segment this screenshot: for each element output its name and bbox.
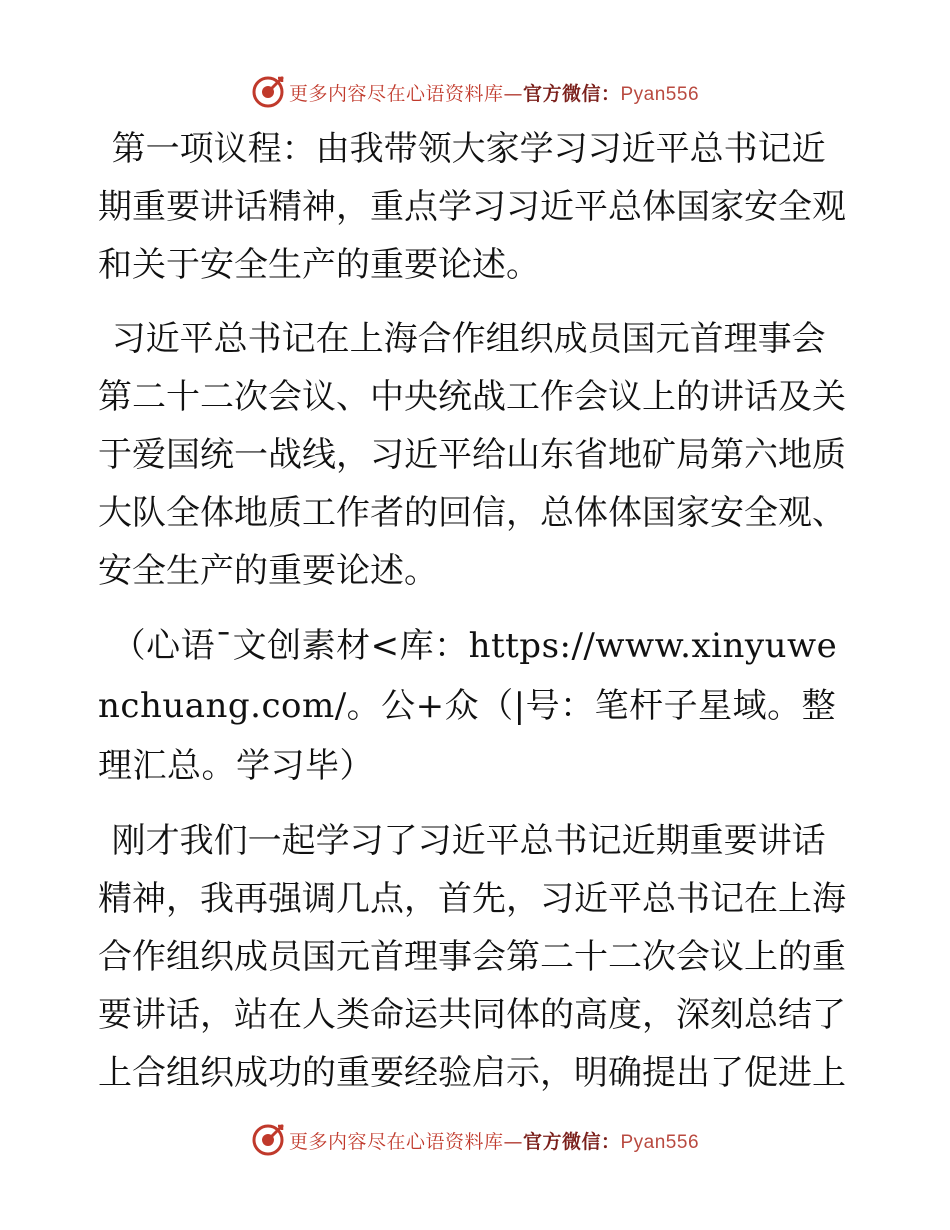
banner-account-id: Pyan556 — [620, 1131, 700, 1153]
banner-main-text: 更多内容尽在心语资料库 — [288, 82, 504, 105]
banner-text — [289, 79, 699, 106]
paragraph-agenda: 第一项议程：由我带领大家学习习近平总书记近期重要讲话精神，重点学习习近平总体国家安全观和关于安全生产的重要论述。 — [98, 129, 846, 285]
brand-logo-icon — [251, 75, 285, 109]
banner-account-id: Pyan556 — [620, 83, 700, 105]
paragraph-speech-list: 习近平总书记在上海合作组织成员国元首理事会第二十二次会议、中央统战工作会议上的讲话及关于爱国统一战线，习近平给山东省地矿局第六地质大队全体地质工作者的回信，总体体国家安全观、安全生产的重要论述。 — [98, 319, 846, 591]
document-body — [98, 120, 850, 1118]
paragraph-source-note: （心语¯文创素材<库：https://www.xinyuwenchuang.com/。公+众（|号：笔杆子星域。整理汇总。学习毕） — [98, 626, 838, 786]
banner-separator: — — [503, 82, 523, 105]
banner-official-label: 官方微信： — [522, 1130, 621, 1153]
banner-main-text: 更多内容尽在心语资料库 — [288, 1130, 504, 1153]
brand-logo-icon — [251, 1123, 285, 1157]
header-banner — [0, 72, 950, 112]
paragraph-emphasis: 刚才我们一起学习了习近平总书记近期重要讲话精神，我再强调几点，首先，习近平总书记在上海合作组织成员国元首理事会第二十二次会议上的重要讲话，站在人类命运共同体的高度，深刻总结了上合组织成功的重要经验启示，明确提出了促进上 — [98, 821, 846, 1093]
footer-banner — [0, 1120, 950, 1160]
banner-text — [289, 1127, 699, 1154]
banner-separator: — — [503, 1130, 523, 1153]
banner-official-label: 官方微信： — [522, 82, 621, 105]
